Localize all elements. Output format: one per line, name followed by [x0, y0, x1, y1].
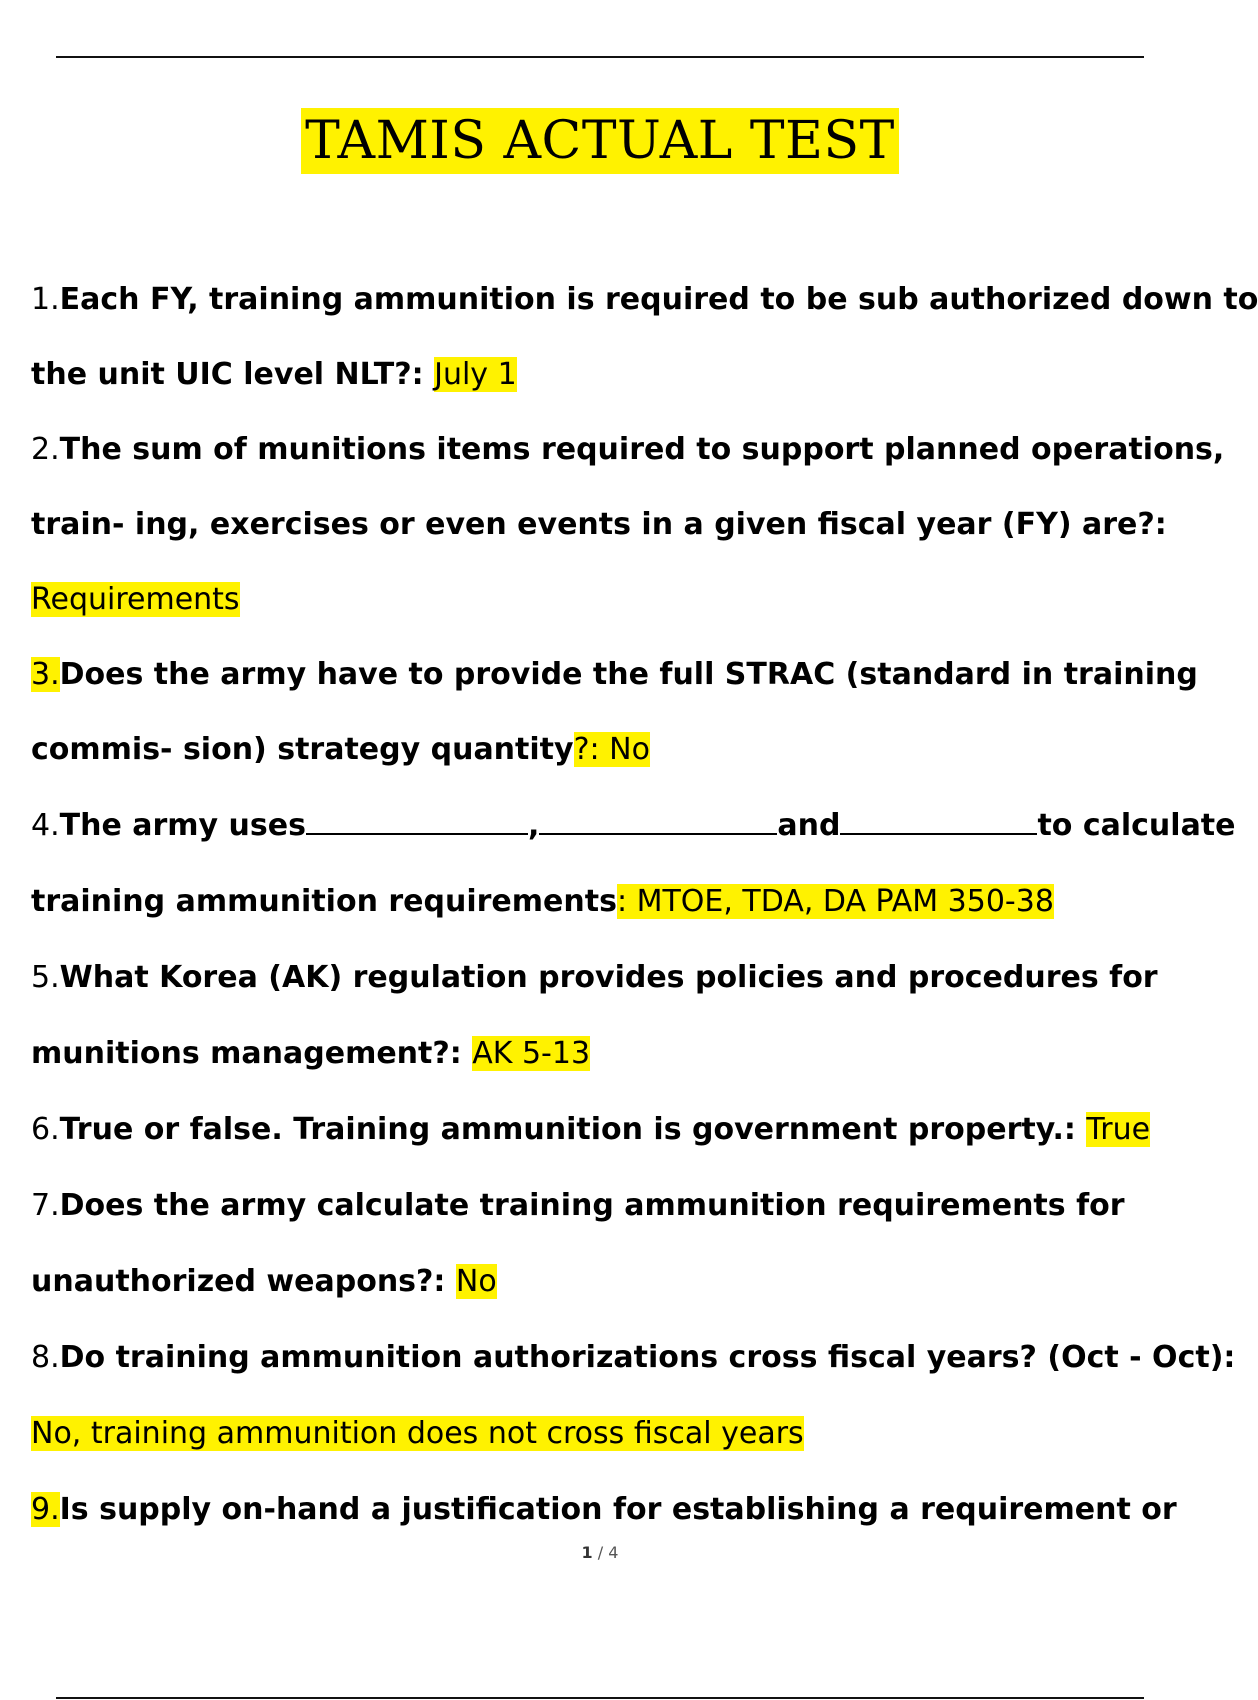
question-2-answer: Requirements	[31, 582, 240, 617]
question-4-comma: ,	[527, 808, 540, 843]
page-total: 4	[608, 1543, 619, 1562]
question-4-answer: : MTOE, TDA, DA PAM 350-38	[616, 884, 1054, 919]
bottom-rule	[56, 1697, 1144, 1699]
question-7-number: 7.	[31, 1188, 60, 1223]
question-8-line1	[31, 1320, 1236, 1396]
question-1-answer: July 1	[434, 357, 517, 392]
question-4-text-part1: The army uses	[59, 808, 306, 843]
question-1-number: 1.	[31, 282, 60, 317]
question-2-text-cont: train- ing, exercises or even events in a given fiscal year (FY) are?:	[31, 507, 1167, 542]
question-9-line1	[31, 1472, 1221, 1548]
top-rule	[56, 56, 1144, 58]
question-3-text: Does the army have to provide the full STRAC (standard in training	[59, 657, 1198, 692]
question-4-blank-3	[840, 807, 1037, 835]
question-7-line2	[31, 1244, 1221, 1320]
question-6-number: 6.	[31, 1112, 60, 1147]
question-1-line2	[31, 337, 1221, 413]
question-7-text: Does the army calculate training ammunition requirements for	[59, 1188, 1125, 1223]
question-3-number: 3.	[31, 657, 60, 692]
question-5-text: What Korea (AK) regulation provides policies and procedures for	[59, 960, 1158, 995]
question-7-text-cont: unauthorized weapons?:	[31, 1264, 456, 1299]
question-1-text-cont: the unit UIC level NLT?:	[31, 357, 435, 392]
question-9-text: Is supply on-hand a justification for establishing a requirement or	[59, 1492, 1177, 1527]
question-2-text: The sum of munitions items required to support planned operations,	[59, 432, 1225, 467]
question-5-line1	[31, 940, 1221, 1016]
question-7-answer: No	[455, 1264, 497, 1299]
question-5-line2	[31, 1016, 1221, 1092]
question-1-line1	[31, 262, 1258, 338]
question-7-line1	[31, 1168, 1221, 1244]
question-8-answer: No, training ammunition does not cross fiscal years	[31, 1416, 804, 1451]
question-6-line1	[31, 1092, 1221, 1168]
question-5-text-cont: munitions management?:	[31, 1036, 473, 1071]
question-8-line2	[31, 1396, 1221, 1472]
question-8-text: Do training ammunition authorizations cross fiscal years? (Oct - Oct):	[59, 1340, 1236, 1375]
question-5-answer: AK 5-13	[472, 1036, 591, 1071]
question-5-number: 5.	[31, 960, 60, 995]
page-separator: /	[592, 1543, 609, 1562]
title-container	[0, 108, 1200, 174]
question-2-line1	[31, 412, 1225, 488]
question-2-line2	[31, 487, 1221, 563]
page-title: TAMIS ACTUAL TEST	[301, 108, 899, 174]
question-3-text-cont: commis- sion) strategy quantity	[31, 732, 574, 767]
page-indicator	[0, 1543, 1200, 1562]
question-2-number: 2.	[31, 432, 60, 467]
question-4-blank-2	[539, 807, 777, 835]
question-4-line1	[31, 788, 1236, 864]
question-4-text-cont: training ammunition requirements	[31, 884, 617, 919]
question-8-number: 8.	[31, 1340, 60, 1375]
question-4-text-part3: to calculate	[1037, 808, 1236, 843]
question-2-line3	[31, 562, 1221, 638]
question-3-line1	[31, 637, 1221, 713]
question-3-answer: ?: No	[573, 732, 650, 767]
question-4-blank-1	[306, 807, 528, 835]
question-3-line2	[31, 712, 1221, 788]
question-4-number: 4.	[31, 808, 60, 843]
question-1-text: Each FY, training ammunition is required to be sub authorized down to	[59, 282, 1258, 317]
question-6-text: True or false. Training ammunition is government property.:	[59, 1112, 1087, 1147]
question-4-line2	[31, 864, 1221, 940]
question-9-number: 9.	[31, 1492, 60, 1527]
page-current: 1	[581, 1543, 593, 1562]
question-6-answer: True	[1086, 1112, 1151, 1147]
question-4-text-part2: and	[777, 808, 841, 843]
